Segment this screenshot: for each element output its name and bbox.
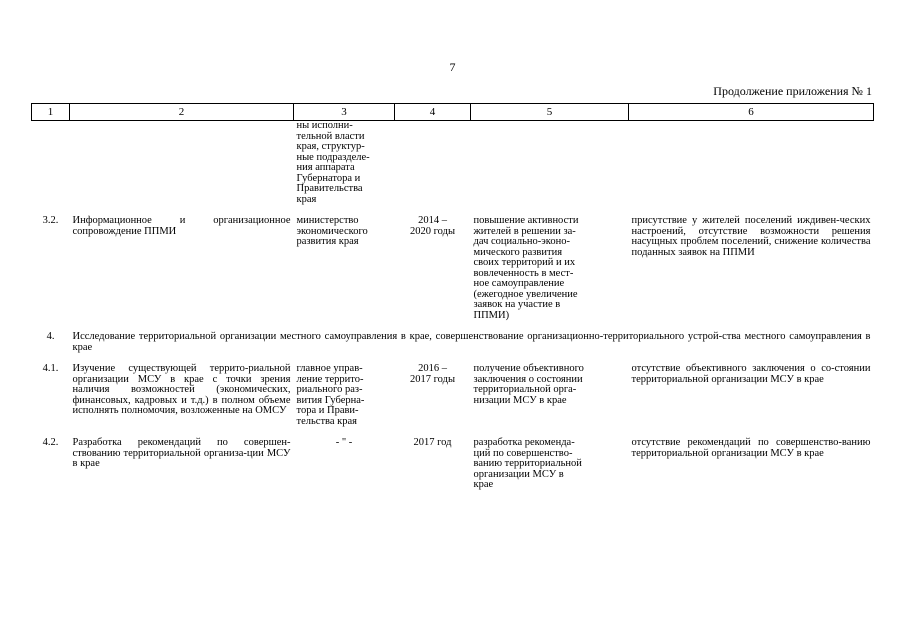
appendix-table: [31, 103, 874, 491]
row-number: [32, 121, 70, 206]
table-row: [32, 353, 874, 427]
responsible-cell: - " -: [335, 437, 353, 448]
column-header: 1: [32, 104, 70, 121]
responsible-cell: главное управ- ление террито- риального раз- вития Губерна- тора и Прави- тельства края: [296, 363, 365, 427]
table-row: [32, 121, 874, 206]
column-header: 6: [629, 104, 874, 121]
risk-cell: отсутствие объективного заключения о со-стоянии территориальной организации МСУ в крае: [631, 363, 871, 385]
period-cell: 2016 – 2017 годы: [409, 363, 455, 385]
period-cell: 2017 год: [413, 437, 452, 448]
activity-cell: Разработка рекомендаций по совершен-ствованию территориальной организа-ции МСУ в крае: [72, 437, 291, 469]
row-number: 3.2.: [42, 215, 59, 226]
period-cell: [395, 121, 471, 206]
section-title: Исследование территориальной организации местного самоуправления в крае, совершенствование организационно-территориального устрой-ства местного самоуправления в крае: [72, 331, 871, 353]
result-cell: разработка рекоменда- ций по совершенство- ванию территориальной организации МСУ в крае: [473, 437, 582, 490]
period-cell: 2014 – 2020 годы: [409, 215, 455, 237]
responsible-cell: министерство экономического развития края: [296, 215, 368, 247]
result-cell: повышение активности жителей в решении за- дач социально-эконо- мического развития своих территорий и их вовлеченность в мест- ное самоуправление (ежегодное увеличение заявок на участие в ППМИ): [473, 215, 579, 321]
column-header: 3: [294, 104, 395, 121]
column-header: 5: [471, 104, 629, 121]
responsible-cell: ны исполни- тельной власти края, структур- ные подразделе- ния аппарата Губернатора и Правительства края: [296, 120, 370, 205]
activity-cell: Информационное и организационное сопровождение ППМИ: [72, 215, 291, 237]
column-header: 2: [70, 104, 294, 121]
activity-cell: Изучение существующей террито-риальной организации МСУ в крае с точки зрения наличия возможностей (экономических, финансовых, кадровых и т.д.) в полном объеме исполнять полномочия, возложенные на ОМСУ: [72, 363, 291, 416]
activity-cell: [70, 121, 294, 206]
risk-cell: [629, 121, 874, 206]
table-row: [32, 205, 874, 321]
result-cell: [471, 121, 629, 206]
column-header: 4: [395, 104, 471, 121]
table-row: [32, 321, 874, 353]
table-header-row: [32, 104, 874, 121]
risk-cell: присутствие у жителей поселений иждивен-ческих настроений, отсутствие возможности решения насущных проблем поселений, снижение количества поданных заявок на ППМИ: [631, 215, 871, 258]
page-number: 7: [449, 60, 456, 74]
risk-cell: отсутствие рекомендаций по совершенство-ванию территориальной организации МСУ в крае: [631, 437, 871, 459]
row-number: 4.: [46, 331, 55, 342]
row-number: 4.1.: [42, 363, 59, 374]
row-number: 4.2.: [42, 437, 59, 448]
result-cell: получение объективного заключения о состоянии территориальной орга- низации МСУ в крае: [473, 363, 584, 406]
table-row: [32, 427, 874, 491]
continuation-label: Продолжение приложения № 1: [713, 84, 872, 98]
